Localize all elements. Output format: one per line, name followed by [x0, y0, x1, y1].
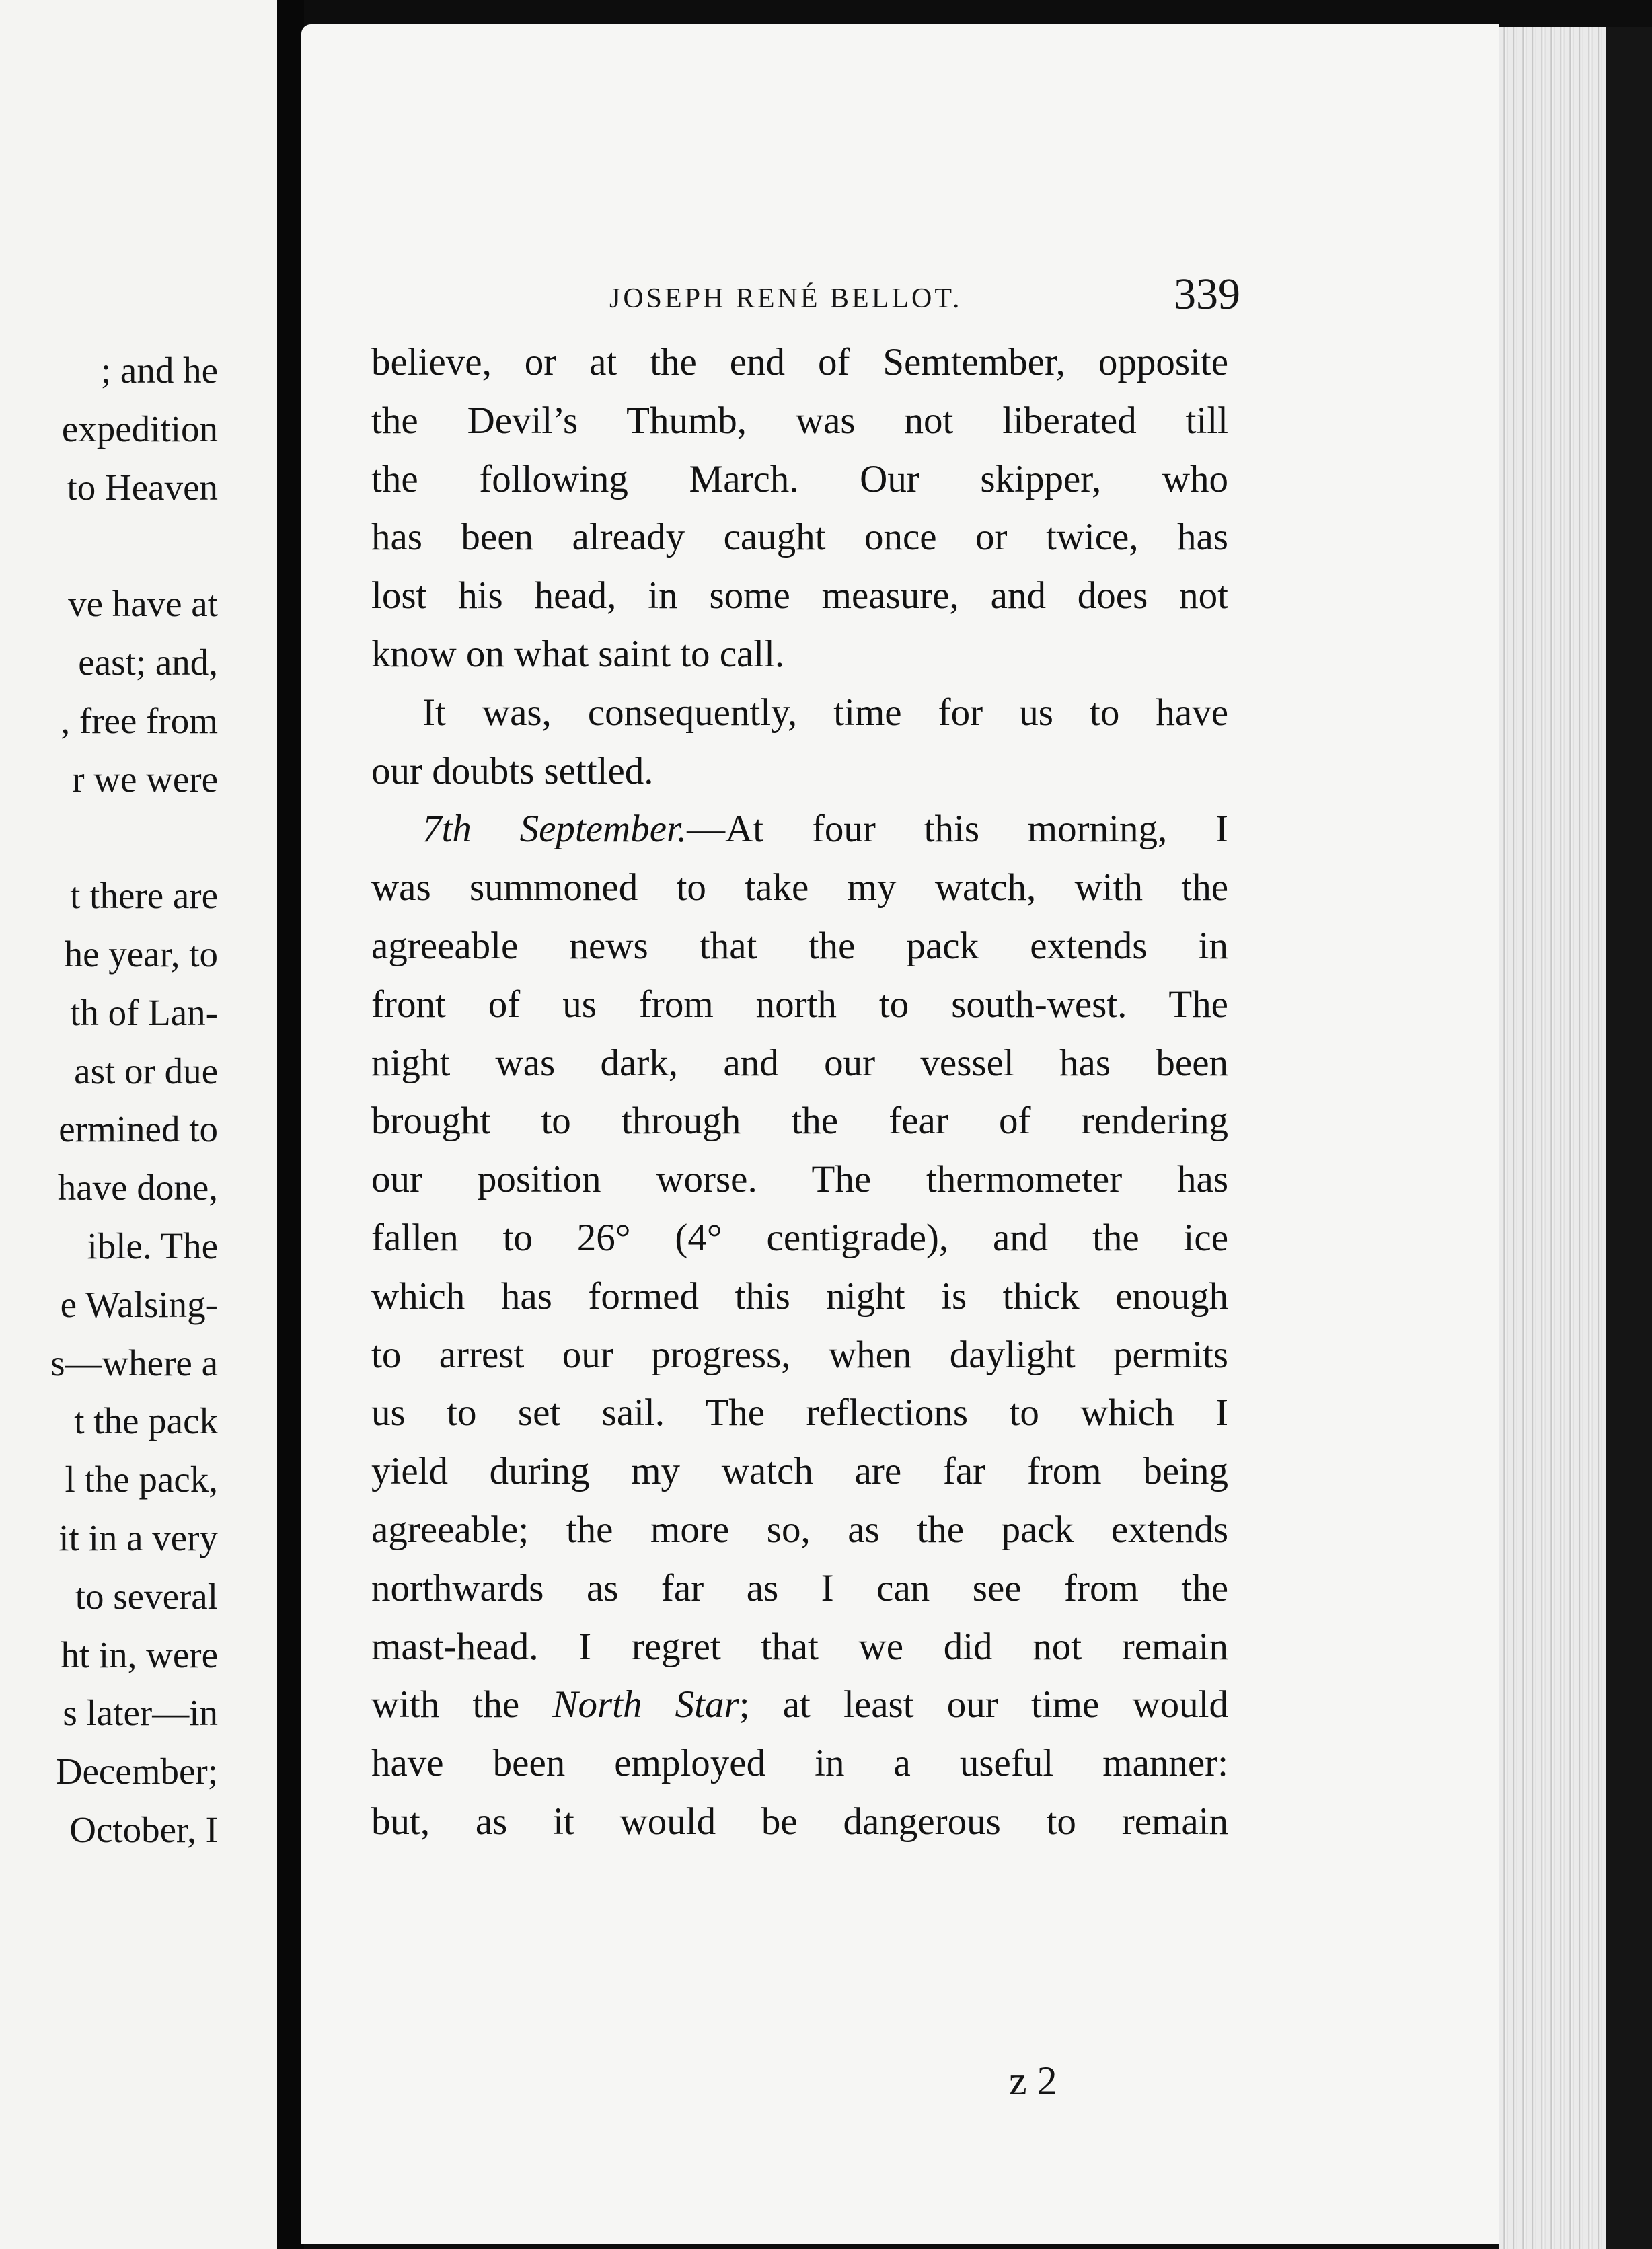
- left-line: October, I: [69, 1808, 218, 1850]
- text-line: have been employed in a useful manner:: [371, 1742, 1228, 1785]
- text-line: fallen to 26° (4° centigrade), and the ice: [371, 1216, 1228, 1259]
- text-line: night was dark, and our vessel has been: [371, 1041, 1228, 1084]
- left-line: December;: [55, 1751, 218, 1792]
- text-line-start: with the: [371, 1683, 520, 1726]
- left-line: ible. The: [87, 1225, 218, 1266]
- date-entry: 7th September.: [422, 808, 687, 851]
- left-line: s—where a: [50, 1342, 218, 1383]
- text-line-rest: ; at least our time would: [739, 1683, 1229, 1726]
- text-line: but, as it would be dangerous to remain: [371, 1800, 1228, 1843]
- text-line: It was, consequently, time for us to have: [422, 691, 1228, 734]
- text-line-ship: [371, 1676, 1228, 1735]
- text-line: believe, or at the end of Semtember, opposite: [371, 341, 1228, 383]
- text-line: mast-head. I regret that we did not remain: [371, 1625, 1228, 1668]
- text-line: lost his head, in some measure, and does not: [371, 574, 1228, 617]
- left-line: to Heaven: [67, 466, 218, 508]
- text-line: northwards as far as I can see from the: [371, 1566, 1228, 1609]
- text-line: our doubts settled.: [371, 749, 654, 792]
- left-page: [0, 0, 277, 2249]
- ship-name: North Star: [552, 1683, 739, 1726]
- text-line: agreeable; the more so, as the pack extends: [371, 1508, 1228, 1551]
- left-line: e Walsing-: [60, 1283, 218, 1325]
- right-page-text: [371, 334, 1228, 1852]
- text-line: the following March. Our skipper, who: [371, 457, 1228, 500]
- left-line: l the pack,: [65, 1459, 218, 1500]
- left-line: ve have at: [68, 583, 218, 625]
- left-line: ermined to: [59, 1108, 218, 1150]
- text-line: front of us from north to south-west. The: [371, 983, 1228, 1026]
- text-line: brought to through the fear of rendering: [371, 1100, 1228, 1143]
- left-line: he year, to: [64, 933, 218, 975]
- left-line: ht in, were: [61, 1634, 218, 1675]
- left-line: ast or due: [74, 1050, 218, 1092]
- book-gutter: [277, 0, 304, 2249]
- running-head: JOSEPH RENÉ BELLOT.: [609, 283, 963, 314]
- left-line: th of Lan-: [70, 991, 218, 1033]
- text-line: us to set sail. The reflections to which I: [371, 1392, 1228, 1435]
- text-line: which has formed this night is thick enough: [371, 1274, 1228, 1318]
- left-page-text: [50, 342, 218, 1860]
- page-header: [371, 257, 1240, 317]
- text-line: agreeable news that the pack extends in: [371, 924, 1228, 967]
- left-line: have done,: [57, 1167, 218, 1209]
- left-line: ; and he: [100, 350, 218, 391]
- left-line: , free from: [61, 699, 218, 741]
- text-line: has been already caught once or twice, has: [371, 516, 1228, 559]
- page-edges: [1499, 27, 1606, 2249]
- text-line-rest: —At four this morning, I: [687, 808, 1228, 851]
- left-line: [50, 808, 218, 867]
- signature-mark: z 2: [1009, 2059, 1057, 2103]
- left-line: r we were: [72, 758, 218, 800]
- left-line: s later—in: [63, 1692, 218, 1734]
- left-line: [50, 517, 218, 575]
- left-line: expedition: [61, 408, 218, 449]
- text-line: yield during my watch are far from being: [371, 1450, 1228, 1493]
- text-line: the Devil’s Thumb, was not liberated till: [371, 399, 1228, 442]
- text-line: our position worse. The thermometer has: [371, 1158, 1228, 1201]
- left-line: to several: [75, 1575, 218, 1617]
- left-line: t the pack: [74, 1400, 218, 1442]
- left-line: t there are: [70, 875, 218, 917]
- text-line: to arrest our progress, when daylight permits: [371, 1333, 1228, 1376]
- page-edges-shadow: [1606, 27, 1652, 2249]
- left-line: it in a very: [59, 1517, 218, 1558]
- text-line-dated: [371, 800, 1228, 859]
- text-line: was summoned to take my watch, with the: [371, 866, 1228, 909]
- page-number: 339: [1174, 270, 1240, 319]
- text-line: know on what saint to call.: [371, 632, 785, 675]
- left-line: east; and,: [78, 641, 218, 683]
